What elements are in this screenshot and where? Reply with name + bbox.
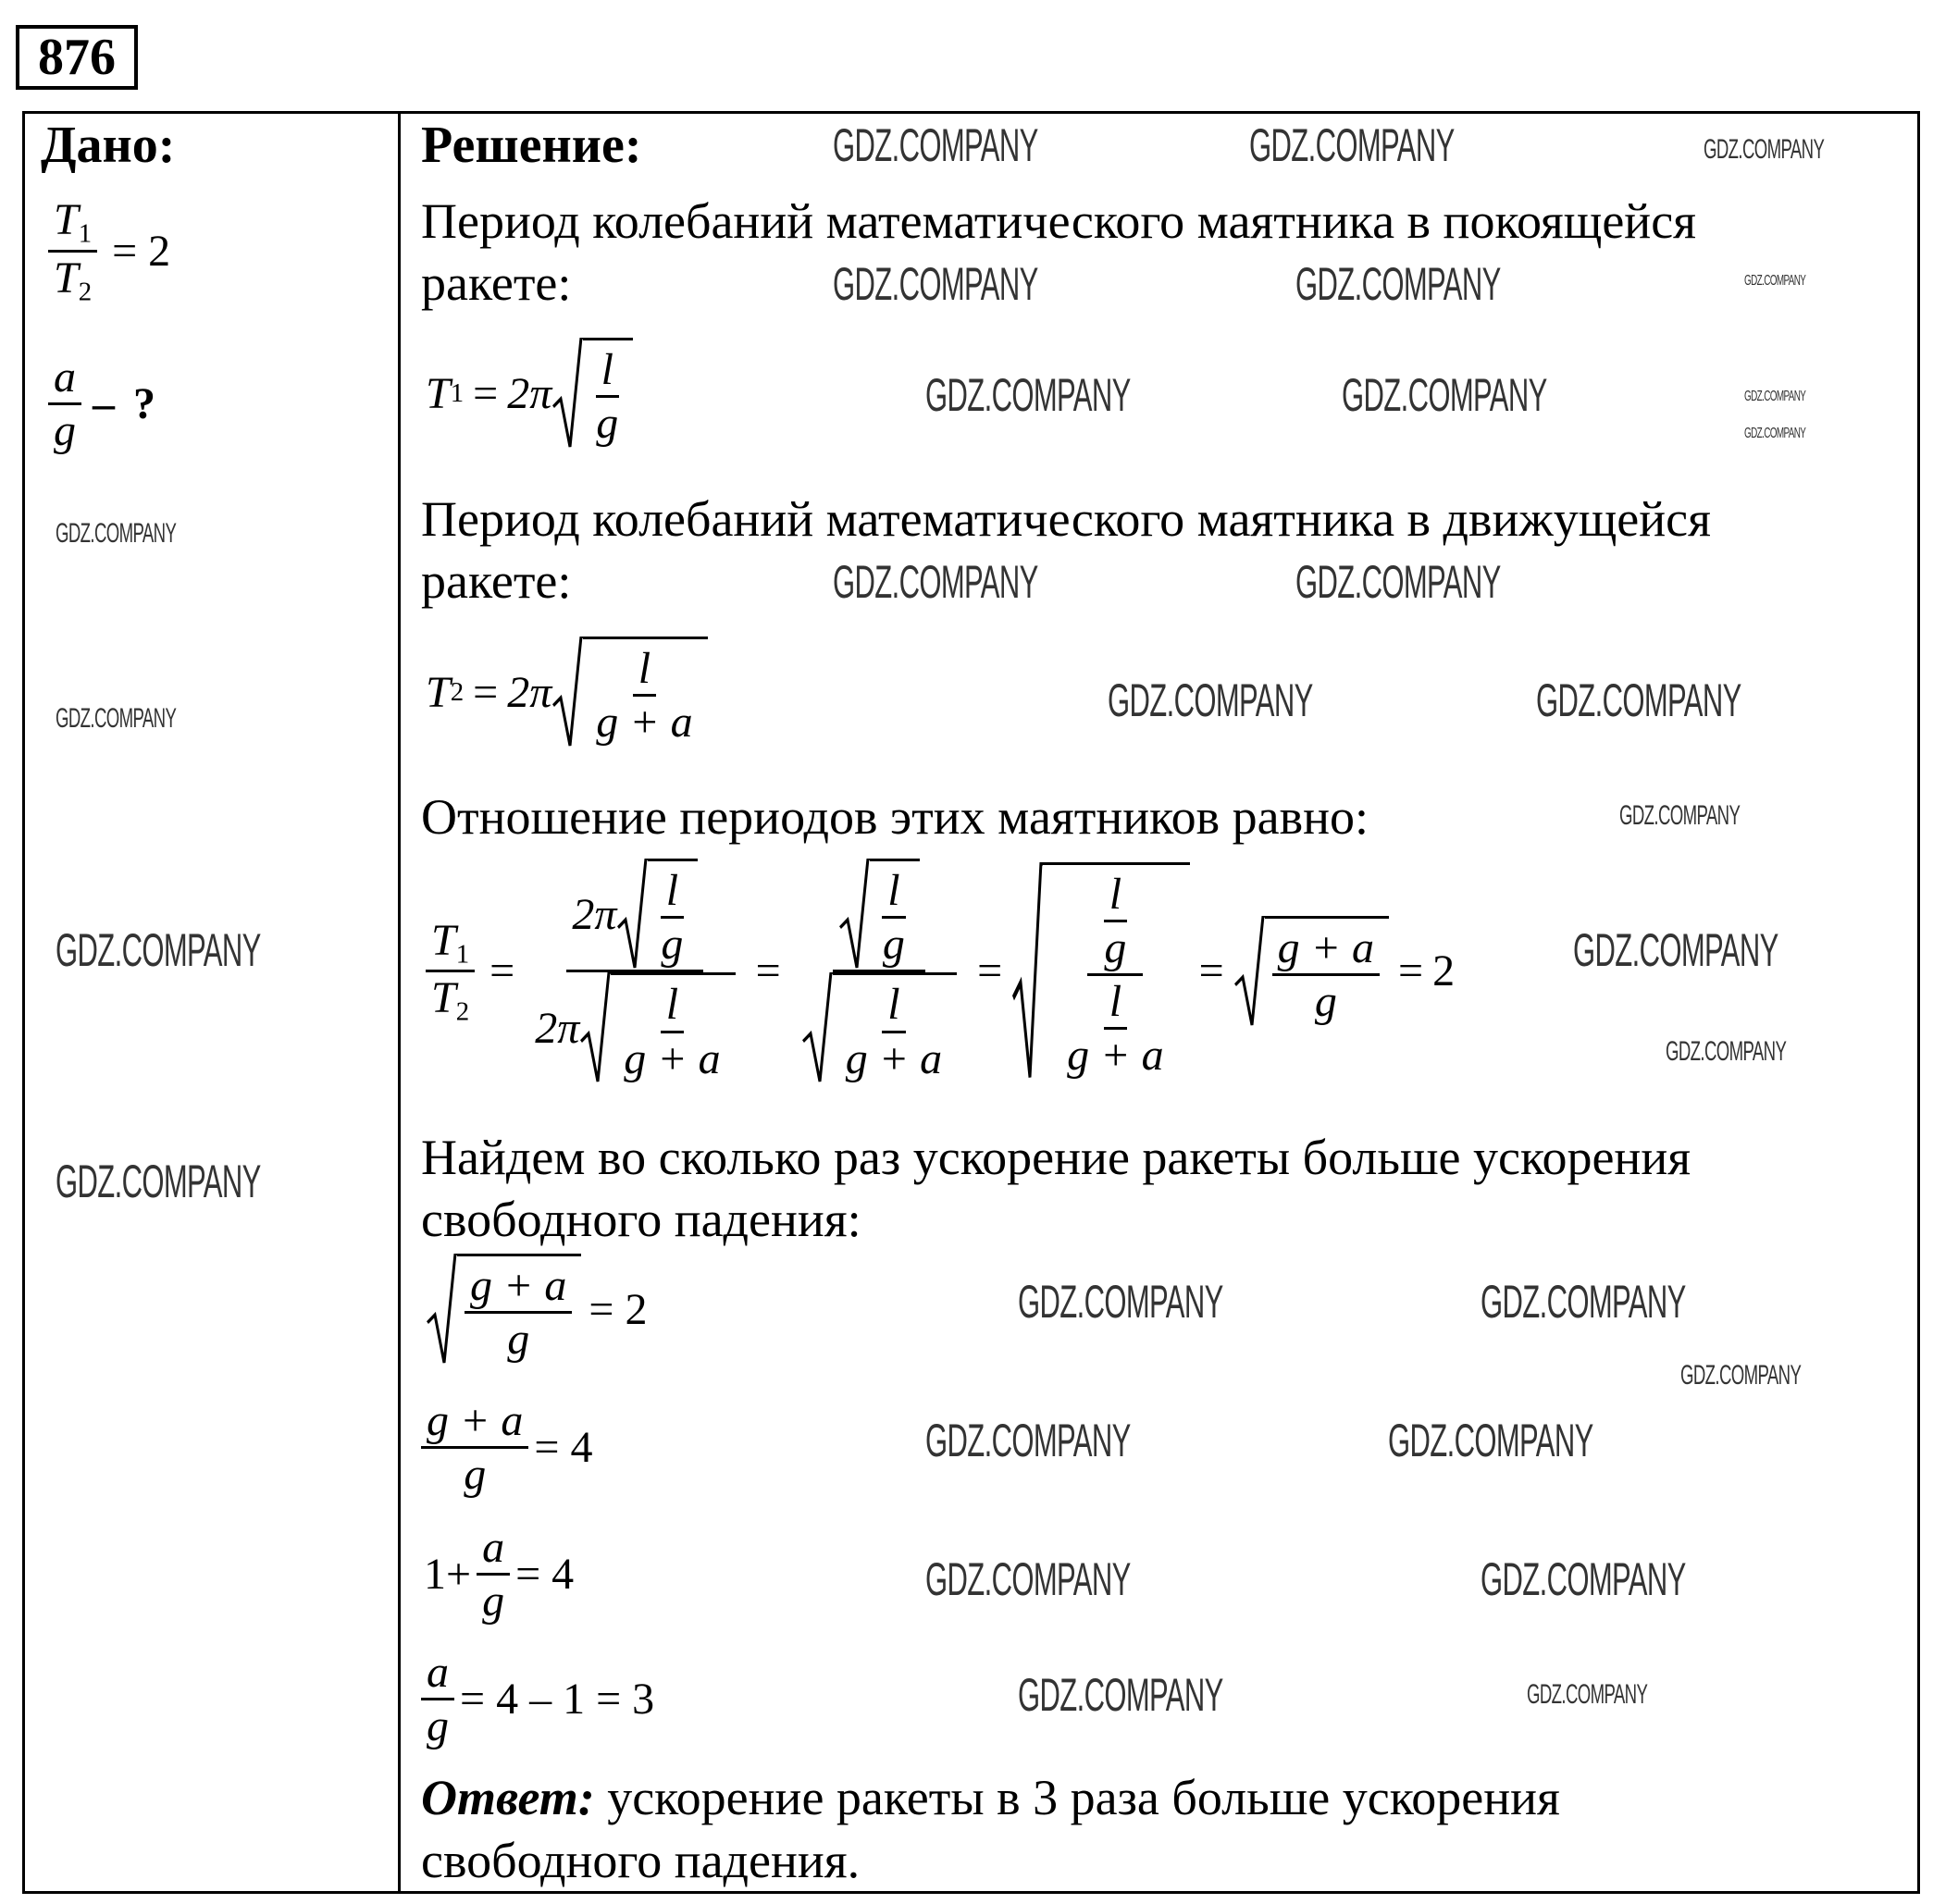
given-find: $\frac{a}{g}$ – ? [48,352,155,456]
watermark: GDZ.COMPANY [1573,924,1778,976]
problem-number: 876 [16,25,138,90]
given-ratio: $\frac{T_1}{T_2}$ = 2 [48,194,170,307]
answer-text: ускорение ракеты в 3 раза больше ускорения [594,1770,1560,1825]
answer-label: Ответ: [421,1770,595,1825]
watermark: GDZ.COMPANY [1018,1669,1223,1721]
answer-line: свободного падения. [421,1833,861,1888]
formula-ratio-eq: $\frac{g + a}{g}$ = 4 [421,1395,592,1500]
watermark: GDZ.COMPANY [1704,134,1825,165]
watermark: GDZ.COMPANY [925,369,1131,421]
formula-ratio: $\frac{T_1}{T_2}$ = 2π $\frac{l}{g}$ 2π $\frac{l}{g + a}$ = $\frac{\frac{l}{g}}{\frac{l}{g + a}}$ = $\frac{\frac{l}{g}}{\frac{l}{g + a}}$ = $\frac{g + a}{g}$ = 2 [426,859,1455,1084]
paragraph-text: ракете: [421,255,572,311]
watermark: GDZ.COMPANY [1108,674,1313,726]
watermark: GDZ.COMPANY [1536,674,1741,726]
watermark: GDZ.COMPANY [1619,800,1741,831]
paragraph-text: Найдем во сколько раз ускорение ракеты больше ускорения [421,1130,1691,1185]
watermark: GDZ.COMPANY [1018,1276,1223,1328]
watermark: GDZ.COMPANY [1481,1276,1686,1328]
watermark: GDZ.COMPANY [1295,258,1501,310]
watermark: GDZ.COMPANY [925,1415,1131,1466]
formula-sqrt-eq: $\frac{g + a}{g}$ = 2 [426,1254,647,1365]
paragraph-text: ракете: [421,553,572,609]
watermark: GDZ.COMPANY [56,1156,261,1207]
watermark: GDZ.COMPANY [1481,1553,1686,1605]
given-heading: Дано: [41,117,176,174]
watermark: GDZ.COMPANY [1680,1360,1802,1391]
watermark: GDZ.COMPANY [1295,556,1501,608]
answer-line [421,1769,1560,1826]
watermark: GDZ.COMPANY [833,556,1038,608]
formula-t1: T 1 = 2π $\frac{l}{g}$ [426,338,633,449]
watermark: GDZ.COMPANY [1666,1036,1787,1067]
paragraph-text: Отношение периодов этих маятников равно: [421,789,1369,845]
watermark: GDZ.COMPANY [56,518,177,549]
watermark: GDZ.COMPANY [1388,1415,1593,1466]
watermark: GDZ.COMPANY [1342,369,1547,421]
paragraph-text: свободного падения: [421,1192,861,1247]
watermark: GDZ.COMPANY [56,703,177,734]
paragraph-text: Период колебаний математического маятника в движущейся [421,491,1711,547]
formula-result: $\frac{a}{g}$ = 4 – 1 = 3 [421,1647,654,1751]
watermark: GDZ.COMPANY [1249,119,1455,171]
watermark: GDZ.COMPANY [56,924,261,976]
watermark: GDZ.COMPANY [1744,389,1806,404]
watermark: GDZ.COMPANY [1744,426,1806,441]
formula-t2: T 2 = 2π $\frac{l}{g + a}$ [426,637,708,748]
watermark: GDZ.COMPANY [925,1553,1131,1605]
watermark: GDZ.COMPANY [833,119,1038,171]
watermark: GDZ.COMPANY [833,258,1038,310]
watermark: GDZ.COMPANY [1527,1679,1648,1710]
formula-one-plus: 1+ $\frac{a}{g}$ = 4 [424,1523,575,1626]
column-divider [398,111,401,1892]
paragraph-text: Период колебаний математического маятника в покоящейся [421,193,1697,249]
watermark: GDZ.COMPANY [1744,273,1806,289]
solution-heading: Решение: [421,117,642,174]
